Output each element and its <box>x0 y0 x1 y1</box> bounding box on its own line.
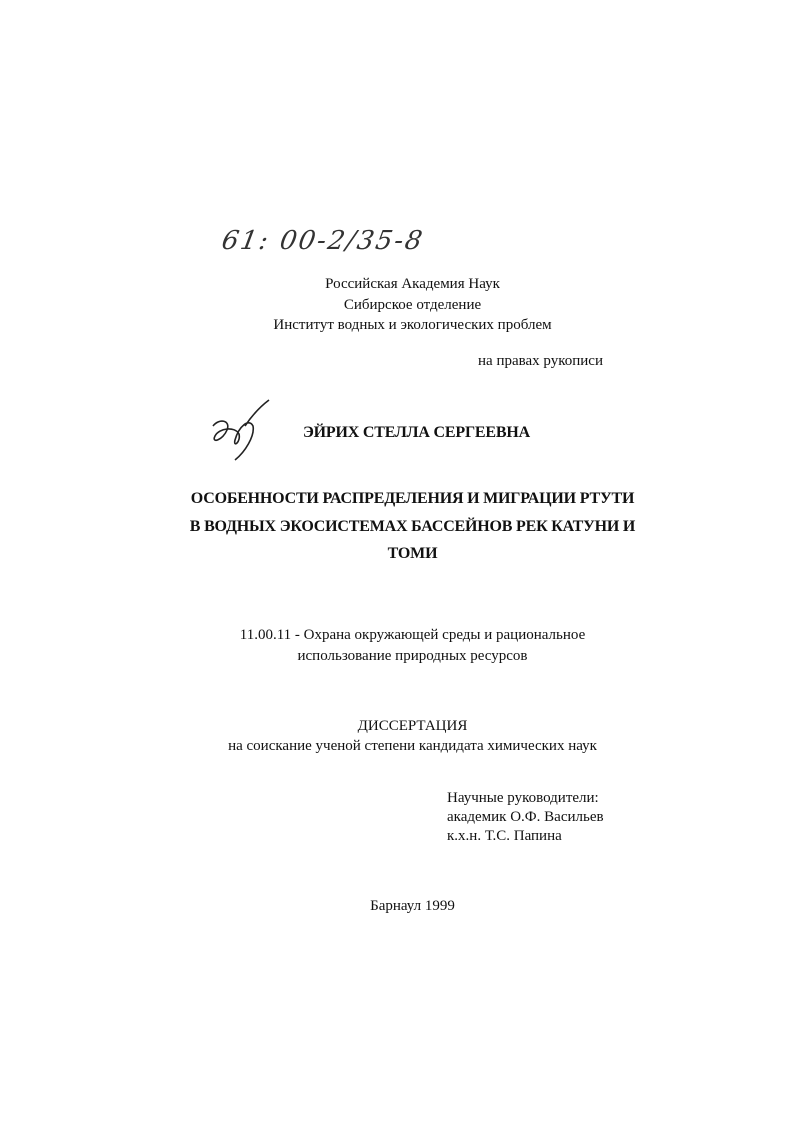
org-institute: Институт водных и экологических проблем <box>273 317 552 333</box>
title-line-1: ОСОБЕННОСТИ РАСПРЕДЕЛЕНИЯ И МИГРАЦИИ РТУТИ <box>190 490 635 507</box>
place-year: Барнаул 1999 <box>370 898 455 914</box>
org-branch: Сибирское отделение <box>343 297 482 313</box>
rights-note: на правах рукописи <box>478 353 603 369</box>
author-signature <box>205 396 275 466</box>
author-name: ЭЙРИХ СТЕЛЛА СЕРГЕЕВНА <box>303 424 530 441</box>
handwritten-archive-number: 61: 00-2/35-8 <box>219 226 427 256</box>
specialty-line-1: 11.00.11 - Охрана окружающей среды и рациональное <box>239 627 586 643</box>
title-line-3: ТОМИ <box>387 545 438 562</box>
supervisors-label: Научные руководители: <box>447 790 599 806</box>
supervisor-2: к.х.н. Т.С. Папина <box>447 828 562 844</box>
doc-type: ДИССЕРТАЦИЯ <box>357 718 468 734</box>
title-line-2: В ВОДНЫХ ЭКОСИСТЕМАХ БАССЕЙНОВ РЕК КАТУНИ И <box>189 518 636 535</box>
degree: на соискание ученой степени кандидата химических наук <box>228 738 597 754</box>
org-name: Российская Академия Наук <box>325 276 500 292</box>
specialty-line-2: использование природных ресурсов <box>297 648 528 664</box>
supervisor-1: академик О.Ф. Васильев <box>447 809 604 825</box>
